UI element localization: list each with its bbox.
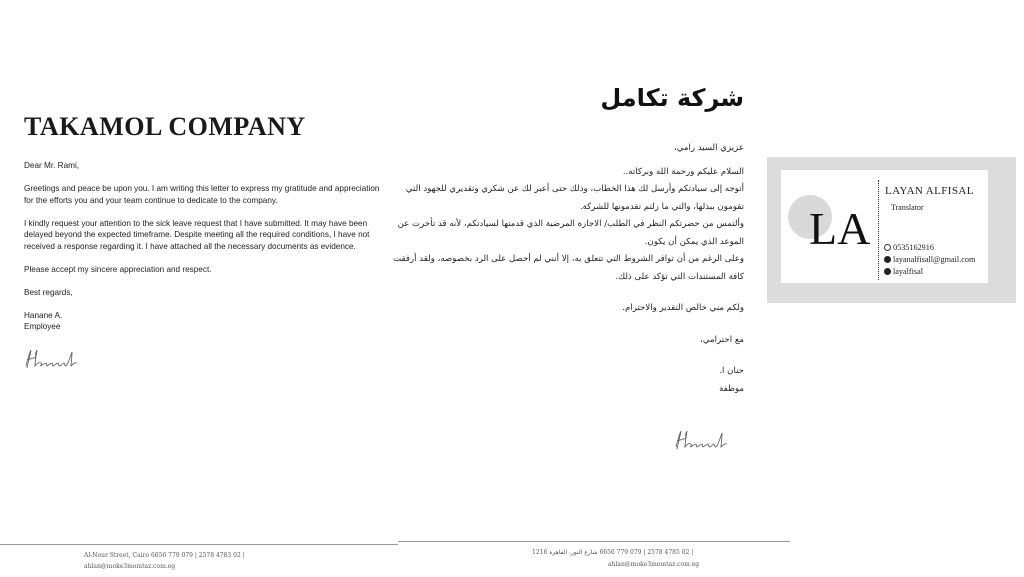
- footer-divider-left: [0, 544, 398, 545]
- english-closing: Best regards,: [24, 287, 73, 297]
- english-company-title: TAKAMOL COMPANY: [24, 112, 306, 141]
- card-email: [884, 255, 975, 264]
- footer-left-email: ahlan@moke3momtaz.com.eg: [84, 563, 176, 570]
- arabic-sender-name: حنان ا.: [719, 366, 744, 376]
- phone-icon: [884, 244, 891, 251]
- card-email-address: layanalfisall@gmail.com: [893, 255, 976, 264]
- arabic-paragraph-1: أتوجه إلى سيادتكم وأرسل لك هذا الخطاب، وذلك حتى أعبر لك عن شكري وتقديري للجهود التي تقومون ببذلها، والتي ما زلتم تقدمونها للشركة.: [405, 184, 744, 212]
- english-paragraph-2: I kindly request your attention to the sick leave request that I have submitted. It may have been delayed beyond the expected timeframe. Despite meeting all the required conditions, I have not received a response regarding it. I have attached all the necessary documents as evidence.: [24, 218, 370, 251]
- arabic-greeting: عزيزي السيد رامي،: [673, 143, 744, 153]
- card-phone-number: 0535162916: [893, 243, 934, 252]
- english-paragraph-1: Greetings and peace be upon you. I am writing this letter to express my gratitude and appreciation for the efforts you and your team continue to dedicate to the company.: [24, 184, 380, 205]
- card-social-handle: layalfisal: [893, 267, 924, 276]
- footer-left-address: Al-Nour Street, Cairo 6656 779 079 | 2578 4783 02 |: [84, 552, 245, 559]
- la-logo: [781, 192, 879, 252]
- arabic-letter-body: [384, 140, 744, 398]
- english-paragraph-3: Please accept my sincere appreciation and respect.: [24, 264, 212, 274]
- card-social: [884, 267, 923, 276]
- arabic-paragraph-3: وعلى الرغم من أن توافر الشروط التي تتعلق به، إلا أنني لم أحصل على الرد بخصوصه، ولقد أرفقت كافة المستندات التي تؤكد على ذلك.: [393, 254, 744, 282]
- footer-right-email: ahlan@moke3momtaz.com.eg: [608, 561, 700, 568]
- arabic-signature: [672, 427, 742, 453]
- arabic-paragraph-2: وألتمس من حضرتكم النظر في الطلب/ الاجازة المرضية الذي قدمتها لسيادتكم، لأنه قد تأخرت عن الموعد الذي يمكن أن يكون.: [397, 219, 744, 247]
- arabic-salutation: السلام عليكم ورحمة الله وبركاته..: [622, 166, 744, 177]
- business-card: [781, 170, 988, 283]
- arabic-appreciation: ولكم مني خالص التقدير والاحترام.: [622, 303, 744, 313]
- arabic-sender-position: موظفة: [719, 383, 744, 394]
- english-signature: [22, 346, 92, 372]
- card-divider: [878, 180, 879, 280]
- english-letter-body: [24, 160, 386, 333]
- card-name: LAYAN ALFISAL: [885, 185, 974, 197]
- footer-divider-right: [398, 541, 790, 542]
- social-icon: [884, 268, 891, 275]
- card-phone: [884, 243, 934, 252]
- english-greeting: Dear Mr. Rami,: [24, 161, 80, 170]
- english-sender-position: Employee: [24, 322, 61, 331]
- english-sender-name: Hanane A.: [24, 310, 63, 320]
- card-role: Translator: [891, 203, 924, 212]
- arabic-closing: مع احترامي،: [700, 334, 744, 345]
- arabic-company-title: شركة تكامل: [600, 84, 744, 112]
- email-icon: [884, 256, 891, 263]
- footer-right-address: | 02 4785 2578 | 079 779 6656 شارع النور، القاهرة 1216: [532, 549, 694, 556]
- logo-text: LA: [809, 203, 871, 252]
